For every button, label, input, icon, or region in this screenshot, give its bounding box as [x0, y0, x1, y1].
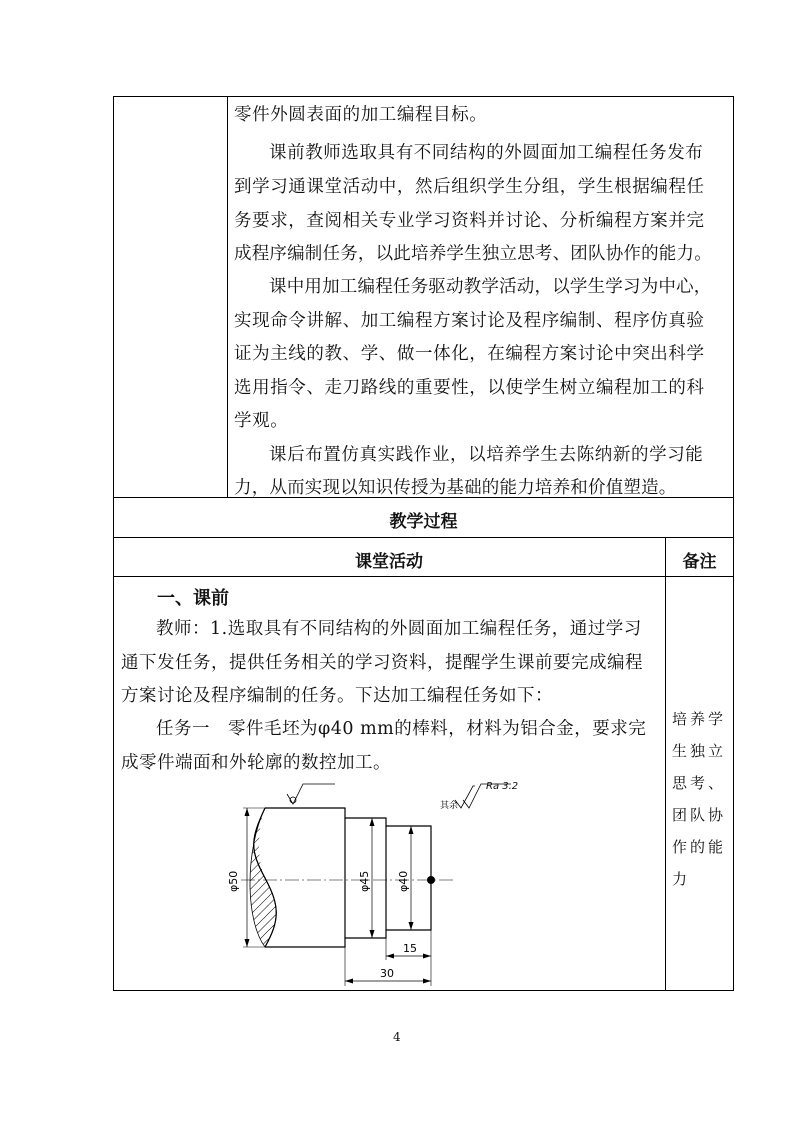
page-number: 4 [393, 1030, 401, 1044]
roughness-prefix: 其余 [440, 801, 459, 811]
remark-line: 力 [672, 870, 691, 888]
dim-15: 15 [403, 942, 417, 955]
paragraph-line: 学观。 [234, 411, 289, 431]
remark-line: 团队协 [672, 806, 727, 824]
roughness-value: Ra 3.2 [486, 781, 519, 792]
paragraph-line: 课中用加工编程任务驱动教学活动，以学生学习为中心， [269, 277, 712, 297]
paragraph-line: 课前教师选取具有不同结构的外圆面加工编程任务发布 [269, 143, 704, 163]
column-line [665, 537, 666, 991]
dim-phi50: φ50 [227, 870, 240, 892]
activity-line: 方案讨论及程序编制的任务。下达加工编程任务如下： [121, 686, 553, 706]
remarks-header: 备注 [682, 552, 717, 572]
dim-30: 30 [380, 967, 394, 980]
row-line [113, 576, 734, 577]
remark-line: 思考、 [672, 774, 727, 792]
remark-line: 作的能 [672, 838, 727, 856]
roughness-leader [455, 780, 515, 810]
activity-line: 任务一 零件毛坯为φ40 mm的棒料，材料为铝合金，要求完 [156, 719, 647, 739]
surface-symbol [287, 784, 335, 804]
shaft-drawing [215, 780, 475, 990]
paragraph-line: 实现命令讲解、加工编程方案讨论及程序编制、程序仿真验 [234, 311, 705, 331]
activity-line: 通下发任务，提供任务相关的学习资料，提醒学生课前要完成编程 [121, 653, 643, 673]
activity-header: 课堂活动 [355, 552, 423, 572]
paragraph-line: 选用指令、走刀路线的重要性，以使学生树立编程加工的科 [234, 378, 705, 398]
paragraph-line: 到学习通课堂活动中，然后组织学生分组，学生根据编程任 [234, 177, 705, 197]
dim-phi40: φ40 [397, 870, 410, 892]
activity-line: 教师：1.选取具有不同结构的外圆面加工编程任务，通过学习 [156, 619, 642, 639]
paragraph-line: 证为主线的教、学、做一体化，在编程方案讨论中突出科学 [234, 344, 705, 364]
paragraph-line: 课后布置仿真实践作业，以培养学生去陈纳新的学习能 [269, 445, 704, 465]
row-line [113, 537, 734, 538]
remark-line: 培养学 [672, 710, 727, 728]
paragraph-line: 力，从而实现以知识传授为基础的能力培养和价值塑造。 [234, 478, 677, 498]
paragraph-line: 成程序编制任务，以此培养学生独立思考、团队协作的能力。 [234, 244, 712, 264]
section-heading: 一、课前 [157, 588, 229, 609]
paragraph-line: 零件外圆表面的加工编程目标。 [234, 105, 488, 125]
activity-line: 成零件端面和外轮廓的数控加工。 [121, 753, 391, 773]
paragraph-line: 务要求，查阅相关专业学习资料并讨论、分析编程方案并完 [234, 211, 705, 231]
remark-line: 生独立 [672, 742, 727, 760]
top-table-divider [227, 96, 228, 498]
dim-phi45: φ45 [358, 870, 371, 892]
process-title: 教学过程 [389, 512, 458, 532]
